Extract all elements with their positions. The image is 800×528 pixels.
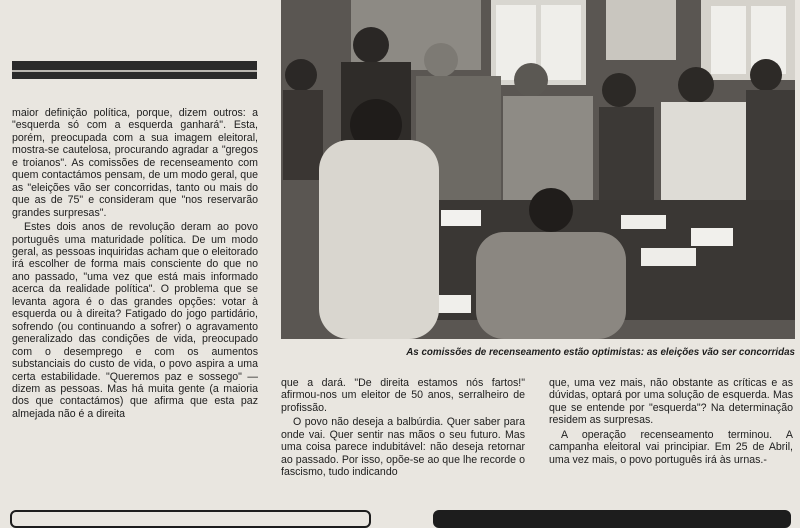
- news-photo: [281, 0, 795, 339]
- photo-caption: As comissões de recenseamento estão optimistas: as eleições vão ser concorridas: [406, 347, 795, 358]
- photo-illustration: [281, 0, 795, 339]
- paragraph: que a dará. "De direita estamos nós fartos!" afirmou-nos um eleitor de 50 anos, serralheiro de profissão.: [281, 377, 525, 414]
- article-column-1: [12, 107, 258, 420]
- next-section-box-left: [10, 510, 371, 528]
- paragraph: O povo não deseja a balbúrdia. Quer saber para onde vai. Quer sentir nas mãos o seu futuro. Mas uma coisa parece indubitável: não deseja retornar ao passado. Por isso, opõe-se ao que lhe recorde o fascismo, tudo indicando: [281, 416, 525, 479]
- article-column-2: [281, 377, 525, 479]
- next-section-box-right: [433, 510, 791, 528]
- paragraph: A operação recenseamento terminou. A campanha eleitoral vai principiar. Em 25 de Abril, uma vez mais, o povo português irá às urnas.-: [549, 428, 793, 466]
- paragraph: que, uma vez mais, não obstante as críticas e as dúvidas, optará por uma solução de esquerda. Mas que se entende por "esquerda"? Na determinação residem as surpresas.: [549, 377, 793, 427]
- paragraph: Estes dois anos de revolução deram ao povo português uma maturidade política. De um modo geral, as pessoas inquiridas acham que o eleitorado irá escolher de forma mais consciente do que no ano passado, "uma vez que está mais informado acerca da realidade política". O problema que se levanta agora é o das grandes opções: votar à esquerda ou à direita? Fatigado do jogo partidário, sofrendo (ou continuando a sofrer) o agravamento generalizado das condições de vida, preocupado com o desemprego e com os aumentos substanciais do custo de vida, o povo aspira a uma certa estabilidade. "Queremos paz e sossego" — dizem as pessoas. Mas há muita gente (a maioria dos que contactámos) que afirma que esta paz almejada não é a direita: [12, 221, 258, 420]
- article-column-3: [549, 377, 793, 466]
- paragraph: maior definição política, porque, dizem outros: a "esquerda só com a esquerda ganhará". Esta, porém, preocupada com a sua imagem eleitoral, mostra-se cautelosa, procurando agradar a "gregos e troianos". As comissões de recenseamento com quem contactámos pensam, de um modo geral, que as "eleições vão ser concorridas, tanto ou mais do que as de 75" e consideram que "nos reservarão grandes surpresas".: [12, 107, 258, 219]
- section-rule-bar: [12, 61, 257, 79]
